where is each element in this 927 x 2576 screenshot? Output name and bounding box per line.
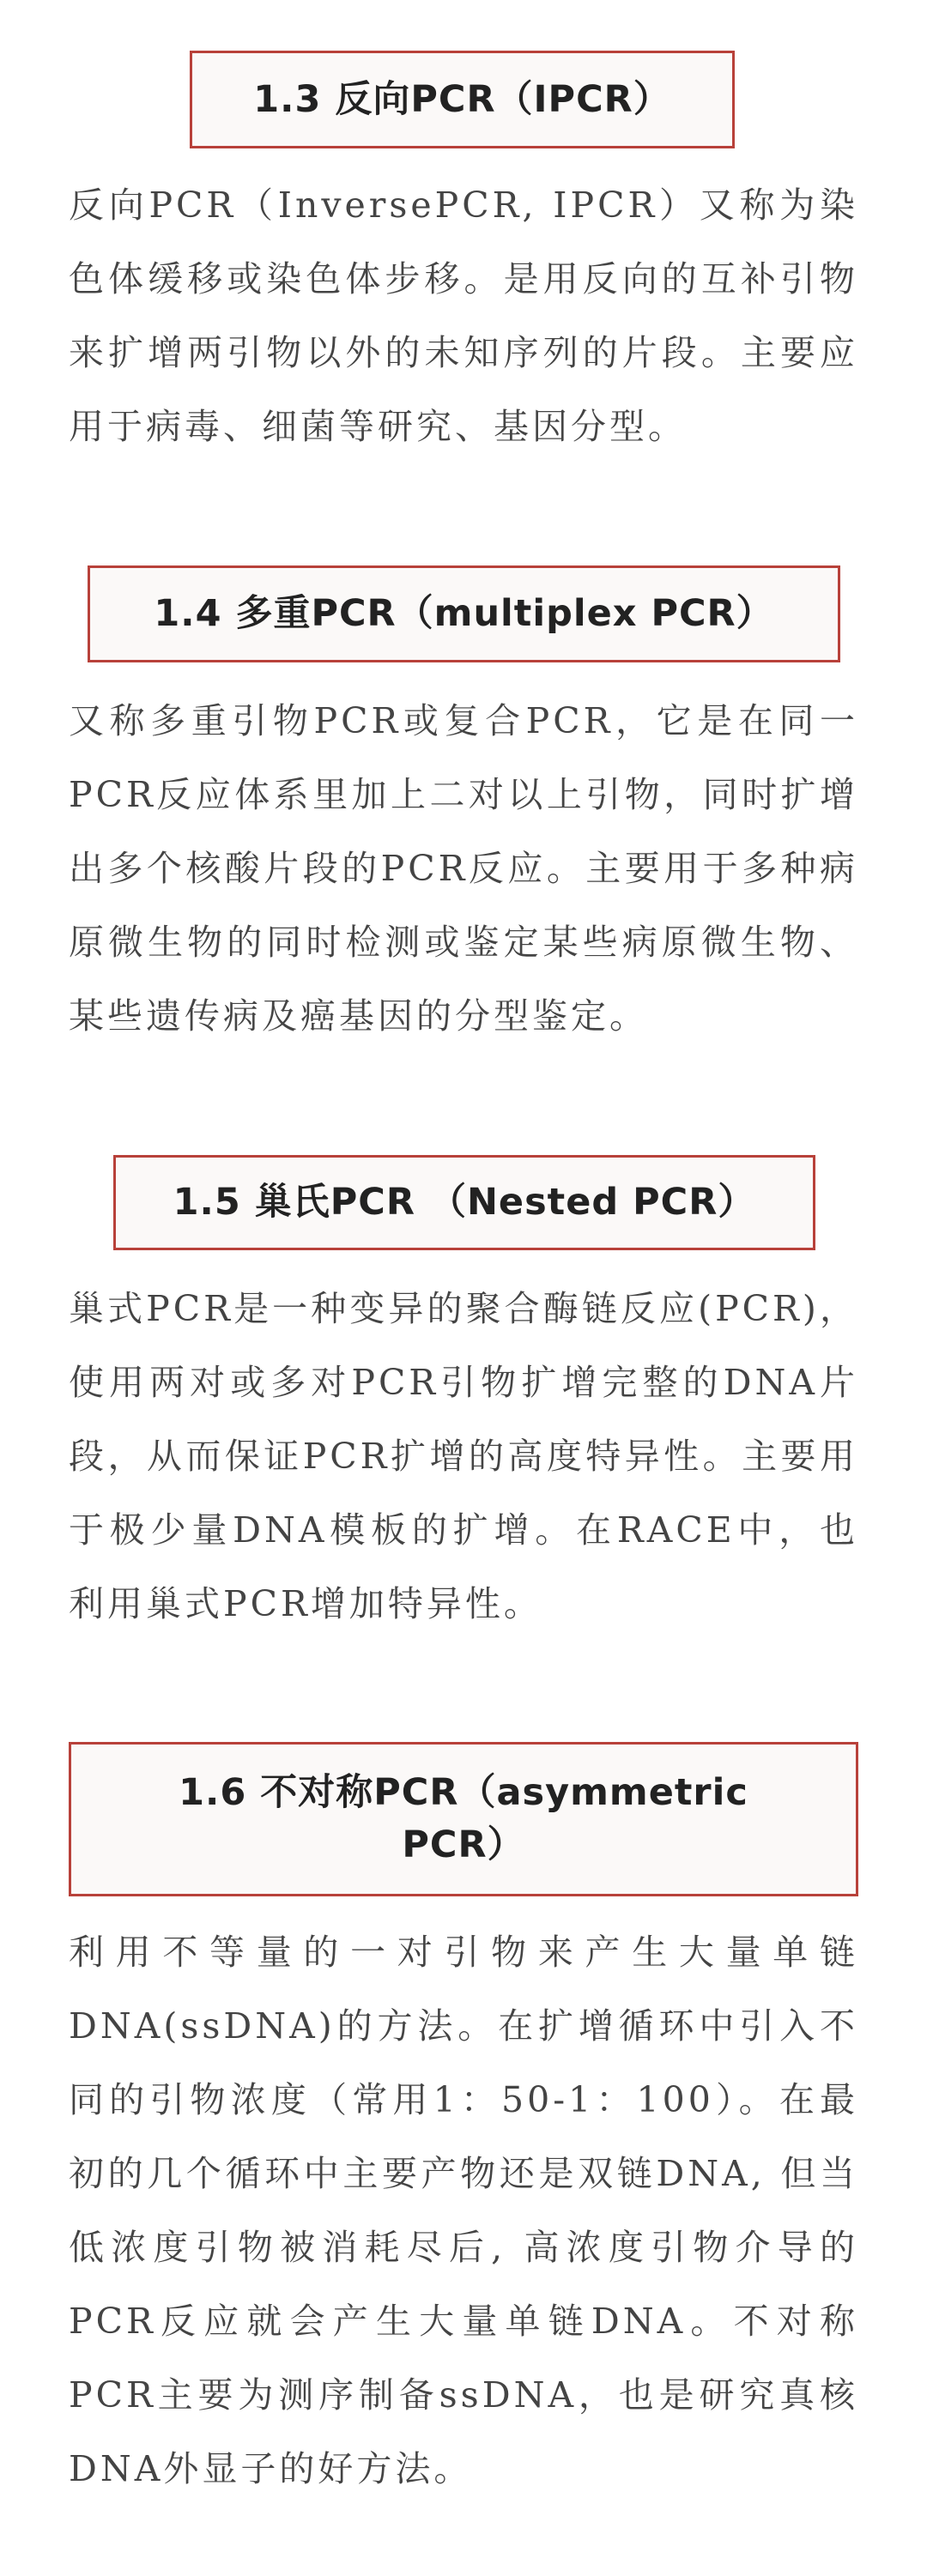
- section-heading-multiplex-pcr: [88, 565, 840, 662]
- section-paragraph-nested-pcr: 巢式PCR是一种变异的聚合酶链反应(PCR)，使用两对或多对PCR引物扩增完整的DNA片段，从而保证PCR扩增的高度特异性。主要用于极少量DNA模板的扩增。在RACE中，也利用巢式PCR增加特异性。: [69, 1288, 858, 1624]
- section-heading-ipcr: [190, 51, 735, 148]
- section-heading-text: 1.6 不对称PCR（asymmetric PCR）: [179, 1771, 748, 1866]
- section-heading-asymmetric-pcr: [69, 1742, 858, 1896]
- section-paragraph-multiplex-pcr: 又称多重引物PCR或复合PCR，它是在同一PCR反应体系里加上二对以上引物，同时扩增出多个核酸片段的PCR反应。主要用于多种病原微生物的同时检测或鉴定某些病原微生物、某些遗传病及癌基因的分型鉴定。: [69, 700, 858, 1037]
- section-heading-text: 1.3 反向PCR（IPCR）: [253, 77, 671, 121]
- section-heading-text: 1.5 巢氏PCR （Nested PCR）: [173, 1181, 756, 1224]
- section-paragraph-ipcr: 反向PCR（InversePCR, IPCR）又称为染色体缓移或染色体步移。是用反向的互补引物来扩增两引物以外的未知序列的片段。主要应用于病毒、细菌等研究、基因分型。: [69, 184, 858, 447]
- section-heading-text: 1.4 多重PCR（multiplex PCR）: [154, 592, 774, 635]
- section-paragraph-asymmetric-pcr: 利用不等量的一对引物来产生大量单链DNA(ssDNA)的方法。在扩增循环中引入不同的引物浓度（常用1：50-1：100）。在最初的几个循环中主要产物还是双链DNA, 但当低浓度引物被消耗尽后, 高浓度引物介导的PCR反应就会产生大量单链DNA。不对称PCR主要为测序制备ssDNA，也是研究真核DNA外显子的好方法。: [69, 1932, 858, 2489]
- section-heading-nested-pcr: [113, 1155, 815, 1250]
